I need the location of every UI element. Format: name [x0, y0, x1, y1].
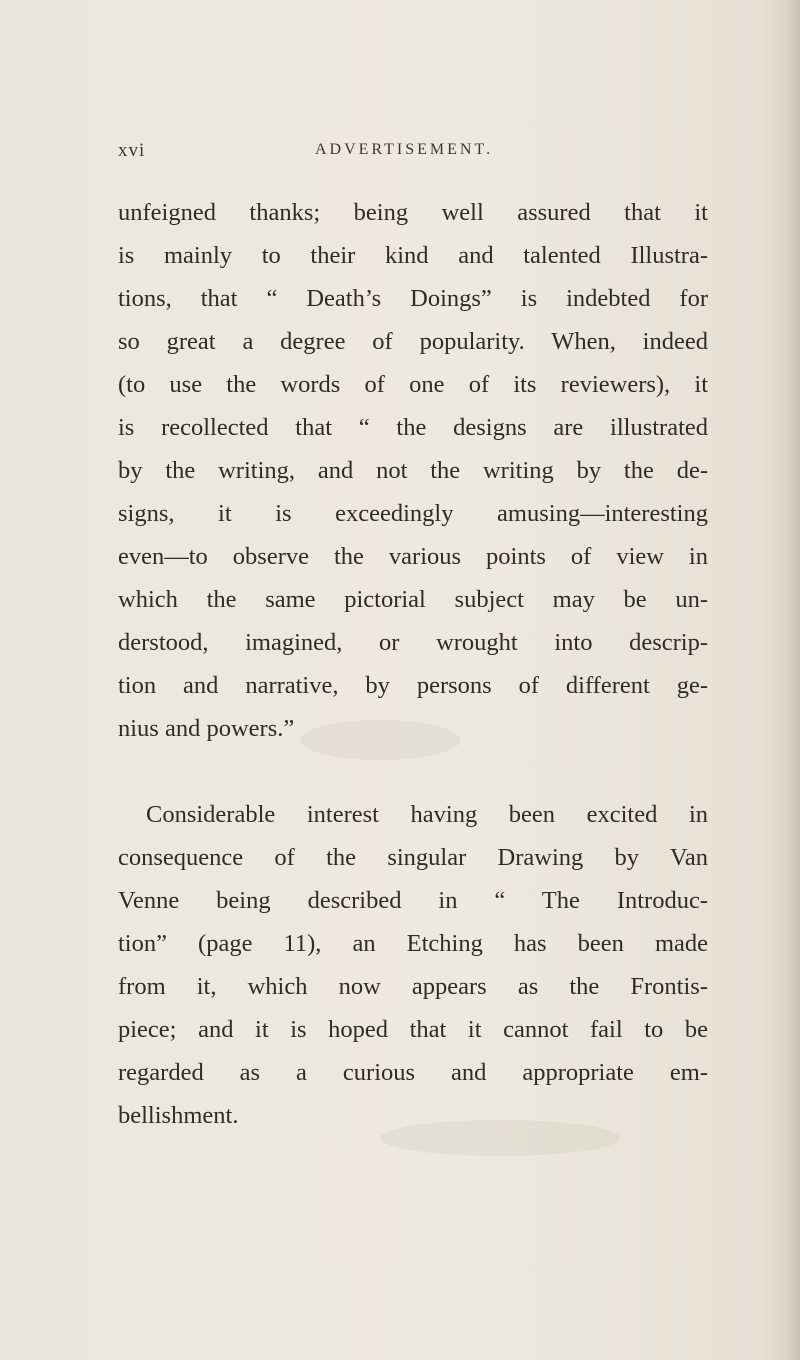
text-line: consequence of the singular Drawing by Van	[118, 844, 708, 871]
page-edge-shadow	[786, 0, 800, 1360]
text-line: so great a degree of popularity. When, indeed	[118, 328, 708, 355]
text-line: which the same pictorial subject may be un-	[118, 586, 708, 613]
text-line: is recollected that “ the designs are illustrated	[118, 414, 708, 441]
page-number: xvi	[118, 140, 146, 161]
text-line: piece; and it is hoped that it cannot fail to be	[118, 1016, 708, 1043]
text-line: unfeigned thanks; being well assured that it	[118, 199, 708, 226]
section-title: ADVERTISEMENT.	[315, 141, 494, 158]
text-line: tion and narrative, by persons of different ge-	[118, 672, 708, 699]
paragraph-2	[118, 793, 708, 1137]
text-line: tion” (page 11), an Etching has been made	[118, 930, 708, 957]
text-line: signs, it is exceedingly amusing—interesting	[118, 500, 708, 527]
text-line: even—to observe the various points of view in	[118, 543, 708, 570]
text-line: Venne being described in “ The Introduc-	[118, 887, 708, 914]
text-line: regarded as a curious and appropriate em-	[118, 1059, 708, 1086]
running-head	[118, 140, 718, 164]
text-line: derstood, imagined, or wrought into descrip-	[118, 629, 708, 656]
text-line: tions, that “ Death’s Doings” is indebted for	[118, 285, 708, 312]
paragraph-1	[118, 191, 708, 750]
text-line: (to use the words of one of its reviewers), it	[118, 371, 708, 398]
paragraph-gap	[118, 750, 708, 793]
text-line: Considerable interest having been excited in	[146, 801, 708, 828]
text-line: by the writing, and not the writing by the de-	[118, 457, 708, 484]
text-line: is mainly to their kind and talented Illustra-	[118, 242, 708, 269]
text-line: from it, which now appears as the Frontis-	[118, 973, 708, 1000]
text-line: bellishment.	[118, 1102, 239, 1129]
text-line: nius and powers.”	[118, 715, 295, 742]
body-text	[118, 191, 708, 1137]
